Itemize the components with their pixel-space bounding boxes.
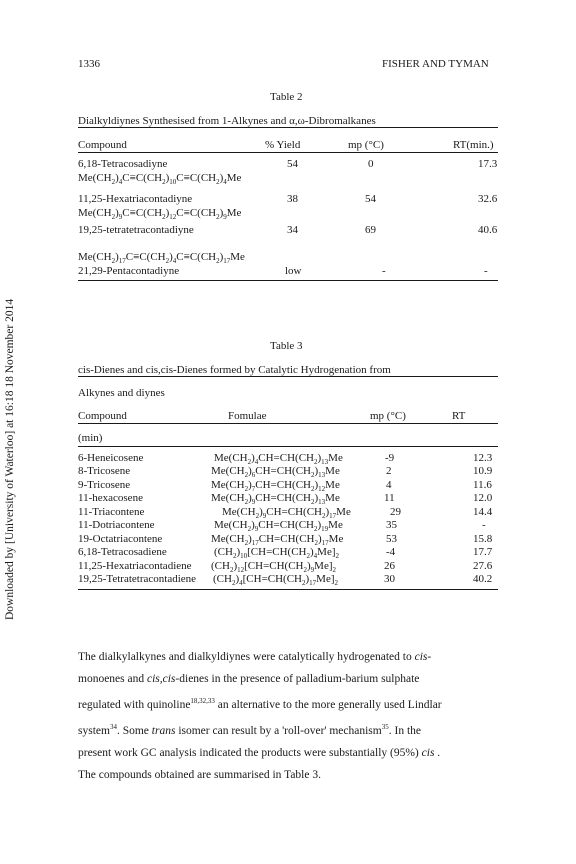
- table3-formula: $Me(CH_2)_7CH=CH(CH_2)_{12}Me$: [211, 479, 340, 494]
- table3-formula: $Me(CH_2)_9CH=CH(CH_2)_{13}Me$: [211, 492, 340, 507]
- table3-row-mp: 2: [386, 465, 392, 477]
- table2-header-rule: [78, 152, 498, 153]
- table3-col-rt: RT: [452, 410, 466, 422]
- body-line: The compounds obtained are summarised in Table 3.: [78, 768, 321, 781]
- table2-top-rule: [78, 127, 498, 128]
- table3-row-mp: -4: [386, 546, 396, 558]
- table3-formula: $(CH_2)_4[CH=CH(CH_2)_{17}Me]_2$: [213, 573, 338, 588]
- table3-bottom-rule: [78, 589, 498, 590]
- body-line: system$^{34}$. Some trans isomer can result by a 'roll-over' mechanism$^{35}$. In the: [78, 722, 421, 737]
- body-line: regulated with quinoline$^{18,32,33}$ an alternative to the more generally used Lindlar: [78, 697, 442, 711]
- table3-caption-cont: Alkynes and diynes: [78, 387, 165, 399]
- table3-row-mp: 30: [384, 573, 395, 585]
- table3-unit-row: (min): [78, 432, 103, 444]
- table3-label: Table 3: [270, 340, 303, 352]
- body-line: present work GC analysis indicated the products were substantially (95%) cis .: [78, 746, 441, 759]
- table3-col-mp: mp (°C): [370, 410, 406, 422]
- table2-formula: $Me(CH_2)_9C\equiv C(CH_2)_{12}C\equiv C(CH_2)_9Me$: [78, 207, 242, 222]
- table3-row-mp: 11: [384, 492, 395, 504]
- table3-row-rt: 17.7: [473, 546, 493, 558]
- table3-row-rt: 10.9: [473, 465, 493, 477]
- table2-col-rt: RT(min.): [453, 139, 494, 151]
- table2-row-name: 21,29-Pentacontadiyne: [78, 265, 180, 277]
- table3-row-mp: 35: [386, 519, 397, 531]
- table3-header-rule: [78, 423, 498, 424]
- table3-formula: $Me(CH_2)_6CH=CH(CH_2)_{13}Me$: [211, 465, 340, 480]
- table2-formula: $Me(CH_2)_4C\equiv C(CH_2)_{10}C\equiv C(CH_2)_4Me$: [78, 172, 242, 187]
- table3-row-name: 6,18-Tetracosadiene: [78, 546, 167, 558]
- table3-row-mp: 53: [386, 533, 397, 545]
- table2-row-name: 19,25-tetratetracontadiyne: [78, 224, 194, 236]
- table3-row-mp: 29: [390, 506, 401, 518]
- table3-formula: $Me(CH_2)_4CH=CH(CH_2)_{13}Me$: [214, 452, 343, 467]
- table2-row-mp: 69: [365, 224, 376, 236]
- table3-row-name: 19,25-Tetratetracontadiene: [78, 573, 197, 585]
- table2-row-name: 11,25-Hexatriacontadiyne: [78, 193, 193, 205]
- table3-row-rt: 12.0: [473, 492, 493, 504]
- table3-row-rt: 15.8: [473, 533, 493, 545]
- table3-row-name: 11-Triacontene: [78, 506, 145, 518]
- table3-col-compound: Compound: [78, 410, 127, 422]
- table2-row-yield: 38: [287, 193, 298, 205]
- table2-formula: $Me(CH_2)_{17}C\equiv C(CH_2)_4C\equiv C(CH_2)_{17}Me$: [78, 251, 245, 266]
- body-line: monoenes and cis,cis-dienes in the presence of palladium-barium sulphate: [78, 673, 420, 685]
- table2-row-yield: 54: [287, 158, 298, 170]
- table3-top-rule: [78, 376, 498, 377]
- table3-formula: $(CH_2)_{10}[CH=CH(CH_2)_4Me]_2$: [214, 546, 339, 561]
- body-line: The dialkylalkynes and dialkyldiynes were catalytically hydrogenated to cis-: [78, 651, 432, 663]
- table2-col-compound: Compound: [78, 139, 127, 151]
- table3-row-mp: -9: [385, 452, 395, 464]
- table2-row-mp: 54: [365, 193, 376, 205]
- table3-formula: $Me(CH_2)_9CH=CH(CH_2)_{17}Me$: [222, 506, 351, 521]
- table3-formula: $(CH_2)_{12}[CH=CH(CH_2)_9Me]_2$: [211, 560, 336, 575]
- table3-row-rt: -: [482, 519, 486, 531]
- table3-row-rt: 11.6: [473, 479, 492, 491]
- table2-caption: Dialkyldiynes Synthesised from 1-Alkynes and α,ω-Dibromalkanes: [78, 115, 376, 127]
- running-title: FISHER AND TYMAN: [382, 58, 489, 70]
- table2-row-rt: 32.6: [478, 193, 498, 205]
- table2-row-mp: -: [382, 265, 386, 277]
- table3-row-rt: 27.6: [473, 560, 493, 572]
- table3-row-name: 11-hexacosene: [78, 492, 143, 504]
- table3-row-rt: 40.2: [473, 573, 493, 585]
- download-notice: Downloaded by [University of Waterloo] at 16:18 18 November 2014: [4, 298, 16, 620]
- table3-row-rt: 12.3: [473, 452, 493, 464]
- table2-bottom-rule: [78, 280, 498, 281]
- table3-row-name: 11,25-Hexatriacontadiene: [78, 560, 192, 572]
- table3-row-name: 9-Tricosene: [78, 479, 131, 491]
- table2-row-rt: 40.6: [478, 224, 498, 236]
- table2-row-yield: low: [285, 265, 302, 277]
- table2-col-mp: mp (°C): [348, 139, 384, 151]
- table3-formula: $Me(CH_2)_{17}CH=CH(CH_2)_{17}Me$: [211, 533, 344, 548]
- table3-col-formula: Fomulae: [228, 410, 267, 422]
- page-number: 1336: [78, 58, 100, 70]
- table2-row-mp: 0: [368, 158, 374, 170]
- table3-row-name: 6-Heneicosene: [78, 452, 144, 464]
- table2-col-yield: % Yield: [265, 139, 301, 151]
- table2-label: Table 2: [270, 91, 303, 103]
- table3-row-name: 8-Tricosene: [78, 465, 131, 477]
- table3-unit-rule: [78, 446, 498, 447]
- table2-row-name: 6,18-Tetracosadiyne: [78, 158, 168, 170]
- table2-row-yield: 34: [287, 224, 298, 236]
- table3-row-name: 11-Dotriacontene: [78, 519, 155, 531]
- table3-row-name: 19-Octatriacontene: [78, 533, 163, 545]
- table3-row-mp: 4: [386, 479, 392, 491]
- table2-row-rt: 17.3: [478, 158, 498, 170]
- table3-caption: cis-Dienes and cis,cis-Dienes formed by Catalytic Hydrogenation from: [78, 364, 391, 376]
- table3-row-rt: 14.4: [473, 506, 493, 518]
- table3-row-mp: 26: [384, 560, 395, 572]
- table2-row-rt: -: [484, 265, 488, 277]
- body-paragraph: [78, 646, 498, 786]
- table3-formula: $Me(CH_2)_9CH=CH(CH_2)_{19}Me$: [214, 519, 343, 534]
